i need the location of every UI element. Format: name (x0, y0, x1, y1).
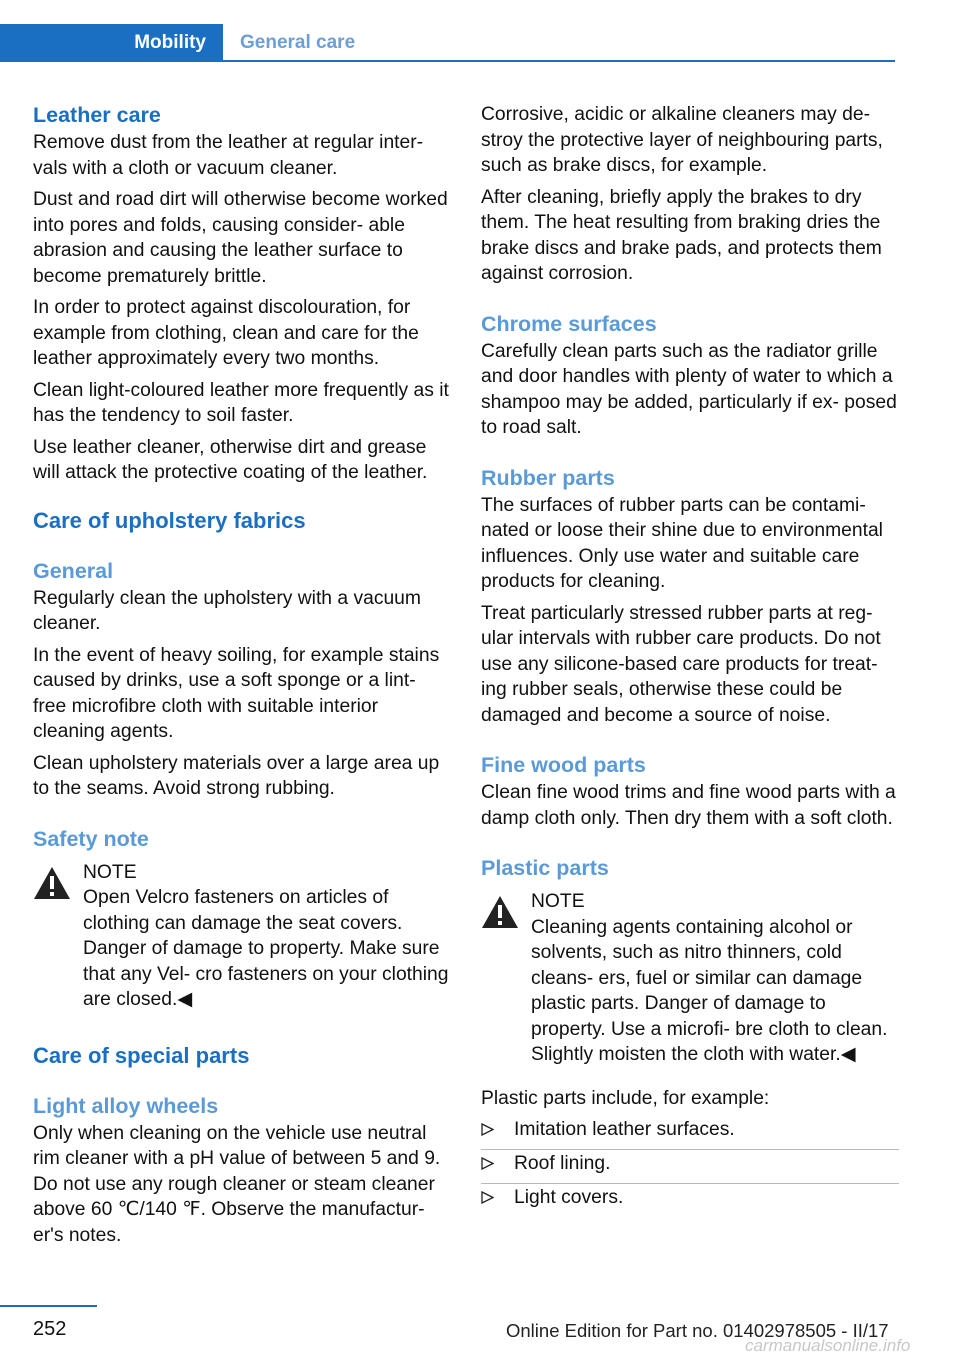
heading-fine-wood: Fine wood parts (481, 753, 646, 777)
heading-plastic: Plastic parts (481, 856, 609, 880)
heading-upholstery: Care of upholstery fabrics (33, 507, 306, 533)
paragraph: After cleaning, briefly apply the brakes to dry them. The heat resulting from braking dries the brake discs and brake pads, and protects them against corrosion. (481, 186, 882, 284)
paragraph: The surfaces of rubber parts can be contami‐ nated or loose their shine due to environmental influences. Only use water and suitable care products for cleaning. (481, 494, 883, 592)
paragraph: Remove dust from the leather at regular inter‐ vals with a cloth or vacuum cleaner. (33, 132, 424, 179)
paragraph: Only when cleaning on the vehicle use neutral rim cleaner with a pH value of between 5 and 9. Do not use any rough cleaner or steam cleaner above 60 ℃/140 ℉. Observe the manufactur‐ er's notes. (33, 1122, 441, 1246)
paragraph: Clean light-coloured leather more frequently as it has the tendency to soil faster. (33, 379, 449, 426)
bullet-triangle-icon (481, 1123, 494, 1136)
warning-triangle-icon (33, 866, 71, 900)
paragraph: Clean fine wood trims and fine wood parts with a damp cloth only. Then dry them with a soft cloth. (481, 782, 896, 829)
warning-note (33, 860, 451, 1013)
list-item (481, 1151, 899, 1184)
list-item-text: Light covers. (514, 1187, 624, 1208)
paragraph: Use leather cleaner, otherwise dirt and grease will attack the protective coating of the leather. (33, 436, 428, 483)
note-title: NOTE (531, 891, 585, 912)
warning-triangle-icon (481, 895, 519, 929)
heading-safety-note: Safety note (33, 826, 149, 851)
list-item (481, 1185, 899, 1217)
paragraph: In order to protect against discolouration, for example from clothing, clean and care for the leather approximately every two months. (33, 297, 419, 369)
bullet-list (481, 1117, 899, 1217)
right-column (481, 102, 899, 1218)
note-text (33, 885, 451, 1013)
note-text-content: Open Velcro fasteners on articles of clothing can damage the seat covers. Danger of damage to property. Make sure that any Vel‐ cro fasteners on your clothing are closed.◀ (83, 887, 449, 1010)
heading-general: General (33, 558, 114, 583)
list-item (481, 1117, 899, 1150)
watermark: carmanualsonline.info (745, 1336, 911, 1355)
left-column (33, 102, 451, 1254)
list-item-text: Imitation leather surfaces. (514, 1119, 735, 1140)
list-item-text: Roof lining. (514, 1153, 611, 1174)
paragraph: Dust and road dirt will otherwise become worked into pores and folds, causing consider‐ able abrasion and causing the leather surface to become prematurely brittle. (33, 189, 448, 287)
paragraph: Regularly clean the upholstery with a vacuum cleaner. (33, 587, 421, 634)
edition-text: Online Edition for Part no. 01402978505 - II/17 (506, 1320, 889, 1341)
footer-rule (0, 1305, 97, 1307)
header-tabbar (0, 24, 895, 62)
paragraph: Treat particularly stressed rubber parts at reg‐ ular intervals with rubber care products. Do not use any silicone-based care products for treat‐ ing rubber seals, otherwise these could be damaged and become a source of noise. (481, 602, 881, 726)
heading-leather-care: Leather care (33, 103, 161, 127)
paragraph: Carefully clean parts such as the radiator grille and door handles with plenty of water to which a shampoo may be added, particularly if ex‐ posed to road salt. (481, 340, 897, 438)
note-text-content: Cleaning agents containing alcohol or solvents, such as nitro thinners, cold cleans‐ ers, fuel or similar can damage plastic parts. Danger of damage to property. Use a microfi‐ bre cloth to clean. Slightly moisten the cloth with water.◀ (531, 916, 888, 1065)
bullet-triangle-icon (481, 1157, 494, 1170)
heading-special-parts: Care of special parts (33, 1042, 250, 1068)
tab-general-care[interactable]: General care (240, 32, 356, 53)
paragraph: Plastic parts include, for example: (481, 1087, 770, 1109)
heading-rubber: Rubber parts (481, 465, 615, 490)
tab-mobility[interactable]: Mobility (0, 24, 223, 62)
heading-chrome: Chrome surfaces (481, 311, 657, 336)
note-text (481, 915, 899, 1068)
header-rule (223, 60, 895, 62)
bullet-triangle-icon (481, 1191, 494, 1204)
paragraph: In the event of heavy soiling, for example stains caused by drinks, use a soft sponge or a lint‐ free microfibre cloth with suitable interior cleaning agents. (33, 644, 440, 742)
paragraph: Corrosive, acidic or alkaline cleaners may de‐ stroy the protective layer of neighbouring parts, such as brake discs, for example. (481, 104, 883, 176)
note-title: NOTE (83, 861, 137, 883)
paragraph: Clean upholstery materials over a large area up to the seams. Avoid strong rubbing. (33, 752, 440, 799)
heading-light-alloy-wheels: Light alloy wheels (33, 1093, 219, 1118)
warning-note (481, 889, 899, 1068)
page-number: 252 (33, 1318, 67, 1340)
